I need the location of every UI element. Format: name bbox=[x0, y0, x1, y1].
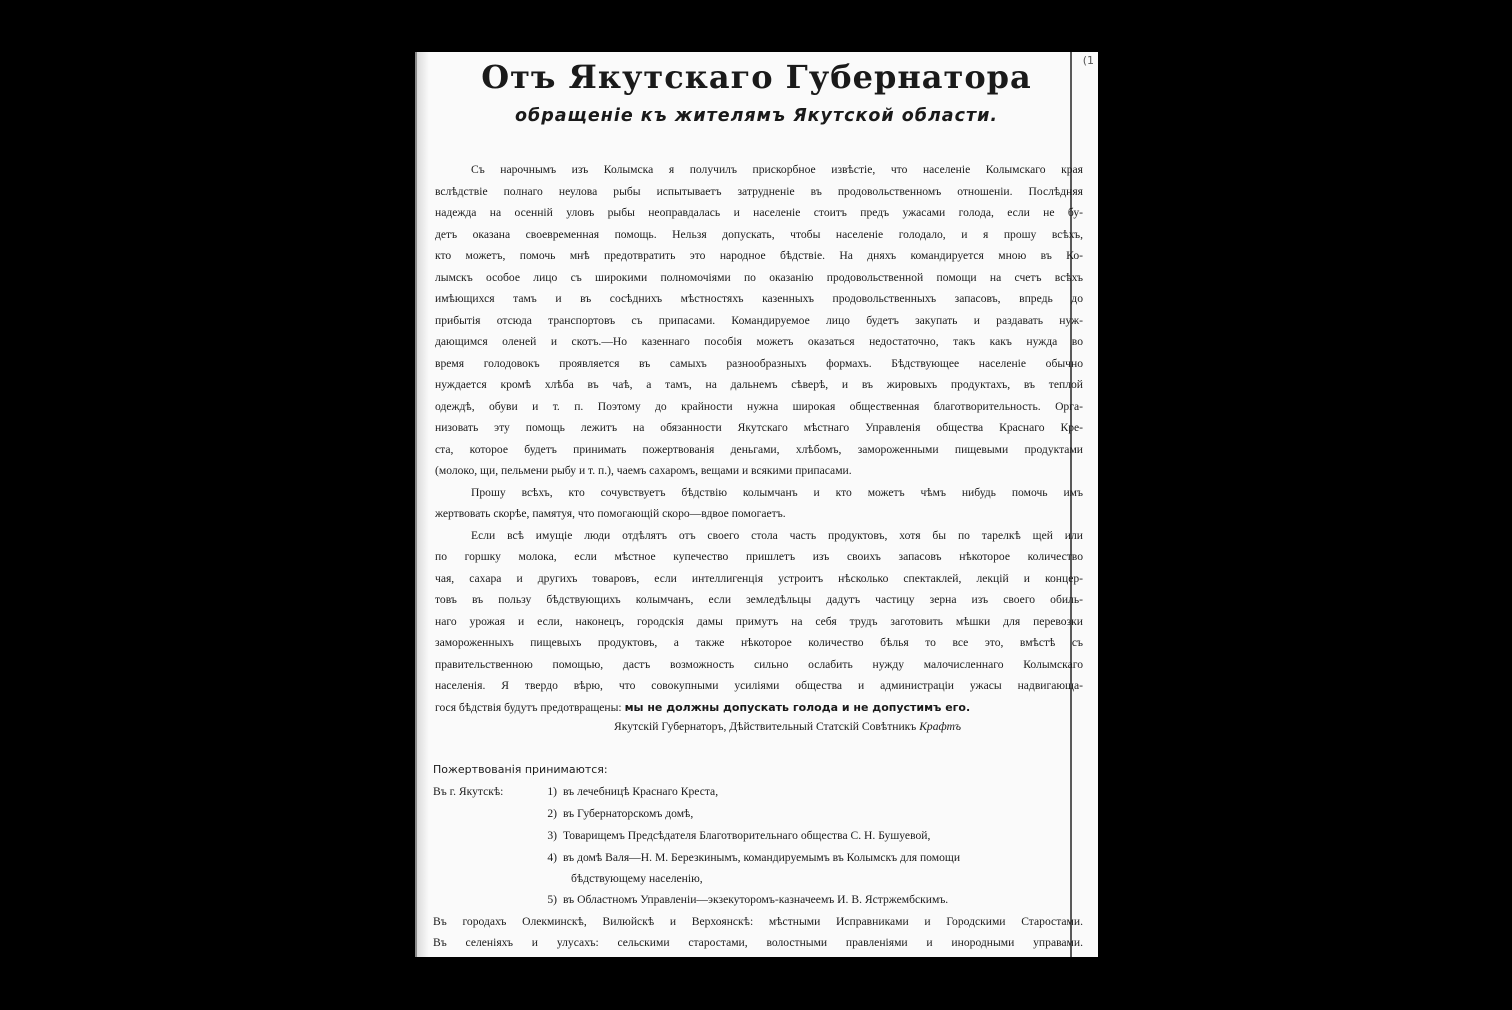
donation-item-number: 1) bbox=[547, 785, 557, 798]
body-line: Если всѣ имущіе люди отдѣлятъ отъ своего стола часть продуктовъ, хотя бы по тарелкѣ щей или bbox=[471, 528, 1083, 542]
donation-item-number: 3) bbox=[547, 829, 557, 842]
body-line: дающимся оленей и скотъ.—Но казеннаго пособія можетъ оказаться недостаточно, такъ какъ нужда во bbox=[435, 335, 1083, 348]
donation-item bbox=[433, 847, 1083, 869]
donations-villages-line: Въ селеніяхъ и улусахъ: сельскими старостами, волостными правленіями и инородными управами. bbox=[433, 936, 1083, 949]
donation-item-continuation: бѣдствующему населенію, bbox=[571, 872, 703, 885]
scan-edge-shadow bbox=[415, 52, 417, 957]
body-line: нуждается кромѣ хлѣба въ чаѣ, а тамъ, на дальнемъ сѣверѣ, и въ жировыхъ продуктахъ, въ теплой bbox=[435, 378, 1083, 391]
donations-towns-line: Въ городахъ Олекминскѣ, Вилюйскѣ и Верхоянскѣ: мѣстными Исправниками и Городскими Старостами. bbox=[433, 915, 1083, 928]
body-line: прибытія отсюда транспортовъ съ припасами. Командируемое лицо будетъ закупать и раздавать нуж- bbox=[435, 313, 1083, 327]
governor-signature bbox=[415, 720, 1098, 733]
donation-item bbox=[433, 781, 1083, 803]
donation-item-text: въ домѣ Валя—Н. М. Березкинымъ, командируемымъ въ Колымскъ для помощи bbox=[563, 851, 961, 864]
corner-handwritten-mark: (1 bbox=[1082, 54, 1094, 67]
body-line: имѣющихся тамъ и въ сосѣднихъ мѣстностяхъ казенныхъ продовольственныхъ запасовъ, впредь до bbox=[435, 292, 1083, 305]
donation-item bbox=[433, 889, 1083, 911]
document-subtitle: обращеніе къ жителямъ Якутской области. bbox=[514, 106, 999, 126]
appeal-body bbox=[435, 159, 1083, 718]
body-line: время голодовокъ проявляется въ самыхъ разнообразныхъ формахъ. Бѣдствующее населеніе обычно bbox=[435, 356, 1083, 370]
donation-item-text: въ Губернаторскомъ домѣ, bbox=[563, 807, 694, 820]
body-line: замороженныхъ пищевыхъ продуктовъ, а также нѣкоторое количество бѣлья то все это, вмѣстѣ съ bbox=[435, 636, 1083, 649]
signature-name: Крафтъ bbox=[919, 720, 961, 733]
scanned-document-page bbox=[415, 52, 1098, 957]
body-line: детъ оказана своевременная помощь. Нельзя допускать, чтобы населеніе голодало, и я прошу всѣхъ, bbox=[435, 227, 1083, 241]
body-line: Съ нарочнымъ изъ Колымска я получилъ прискорбное извѣстіе, что населеніе Колымскаго края bbox=[471, 163, 1083, 176]
signature-title: Якутскій Губернаторъ, Дѣйствительный Статскій Совѣтникъ bbox=[614, 720, 917, 733]
body-line: лымскъ особое лицо съ широкими полномочіями по оказанію продовольственной помощи на счетъ всѣхъ bbox=[435, 270, 1083, 284]
donation-item bbox=[433, 803, 1083, 825]
body-line: надежда на осенній уловъ рыбы неоправдалась и населеніе стоитъ предъ ужасами голода, если не бу- bbox=[435, 206, 1083, 219]
body-line: правительственною помощью, дастъ возможность сильно ослабить нужду малочисленнаго Колымскаго bbox=[435, 657, 1083, 671]
donations-section bbox=[433, 759, 1083, 953]
donation-item-number: 4) bbox=[547, 851, 557, 864]
body-line: ста, которое будетъ принимать пожертвованія деньгами, хлѣбомъ, замороженными пищевыми продуктами bbox=[435, 442, 1083, 456]
body-line: чая, сахара и другихъ товаровъ, если интеллигенція устроитъ нѣсколько спектаклей, лекцій и концер- bbox=[435, 571, 1083, 585]
donation-item-number: 5) bbox=[547, 893, 557, 906]
body-line: низовать эту помощь лежитъ на обязанности Якутскаго мѣстнаго Управленія общества Краснаго Кре- bbox=[435, 421, 1083, 434]
body-line: по горшку молока, если мѣстное купечество пришлетъ изъ своихъ запасовъ нѣкоторое количество bbox=[435, 550, 1083, 563]
body-line: наго урожая и если, наконецъ, городскія дамы примутъ на себя трудъ заготовить мѣшки для перевозки bbox=[435, 614, 1083, 628]
donation-item-text: Товарищемъ Предсѣдателя Благотворительнаго общества С. Н. Бушуевой, bbox=[563, 829, 931, 842]
body-line: Прошу всѣхъ, кто сочувствуетъ бѣдствію колымчанъ и кто можетъ чѣмъ нибудь помочь имъ bbox=[471, 485, 1083, 499]
donation-city-label: Въ г. Якутскѣ: bbox=[433, 785, 504, 798]
donation-item bbox=[433, 825, 1083, 847]
donation-item-text: въ Областномъ Управленіи—экзекуторомъ-казначеемъ И. В. Ястржембскимъ. bbox=[563, 893, 949, 906]
donation-item-number: 2) bbox=[547, 807, 557, 820]
body-line: вслѣдствіе полнаго неулова рыбы испытываетъ затрудненіе въ продовольственномъ отношеніи. Послѣдняя bbox=[435, 184, 1083, 198]
body-line: (молоко, щи, пельмени рыбу и т. п.), чаемъ сахаромъ, вещами и всякими припасами. bbox=[435, 464, 852, 477]
closing-line bbox=[435, 697, 1083, 719]
body-line: товъ въ пользу бѣдствующихъ колымчанъ, если земледѣльцы дадутъ частицу зерна изъ своего обиль- bbox=[435, 593, 1083, 606]
closing-line-emphasis: мы не должны допускать голода и не допустимъ его. bbox=[624, 700, 971, 714]
body-line: жертвовать скорѣе, памятуя, что помогающій скоро—вдвое помогаетъ. bbox=[435, 507, 786, 520]
body-line: населенія. Я твердо вѣрю, что совокупными усиліями общества и администраціи ужасы надвигающа- bbox=[435, 679, 1083, 692]
body-line: одеждѣ, обуви и т. п. Поэтому до крайности нужна широкая общественная благотворительность. Орга- bbox=[435, 399, 1083, 413]
body-line: кто можетъ, помочь мнѣ предотвратить это народное бѣдствіе. На дняхъ командируется мною въ Ко- bbox=[435, 249, 1083, 262]
donation-item-text: въ лечебницѣ Краснаго Креста, bbox=[563, 785, 719, 798]
closing-line-start: гося бѣдствія будутъ предотвращены: bbox=[435, 700, 622, 714]
document-title: Отъ Якутскаго Губернатора bbox=[481, 58, 1032, 96]
donations-heading: Пожертвованія принимаются: bbox=[433, 763, 608, 776]
